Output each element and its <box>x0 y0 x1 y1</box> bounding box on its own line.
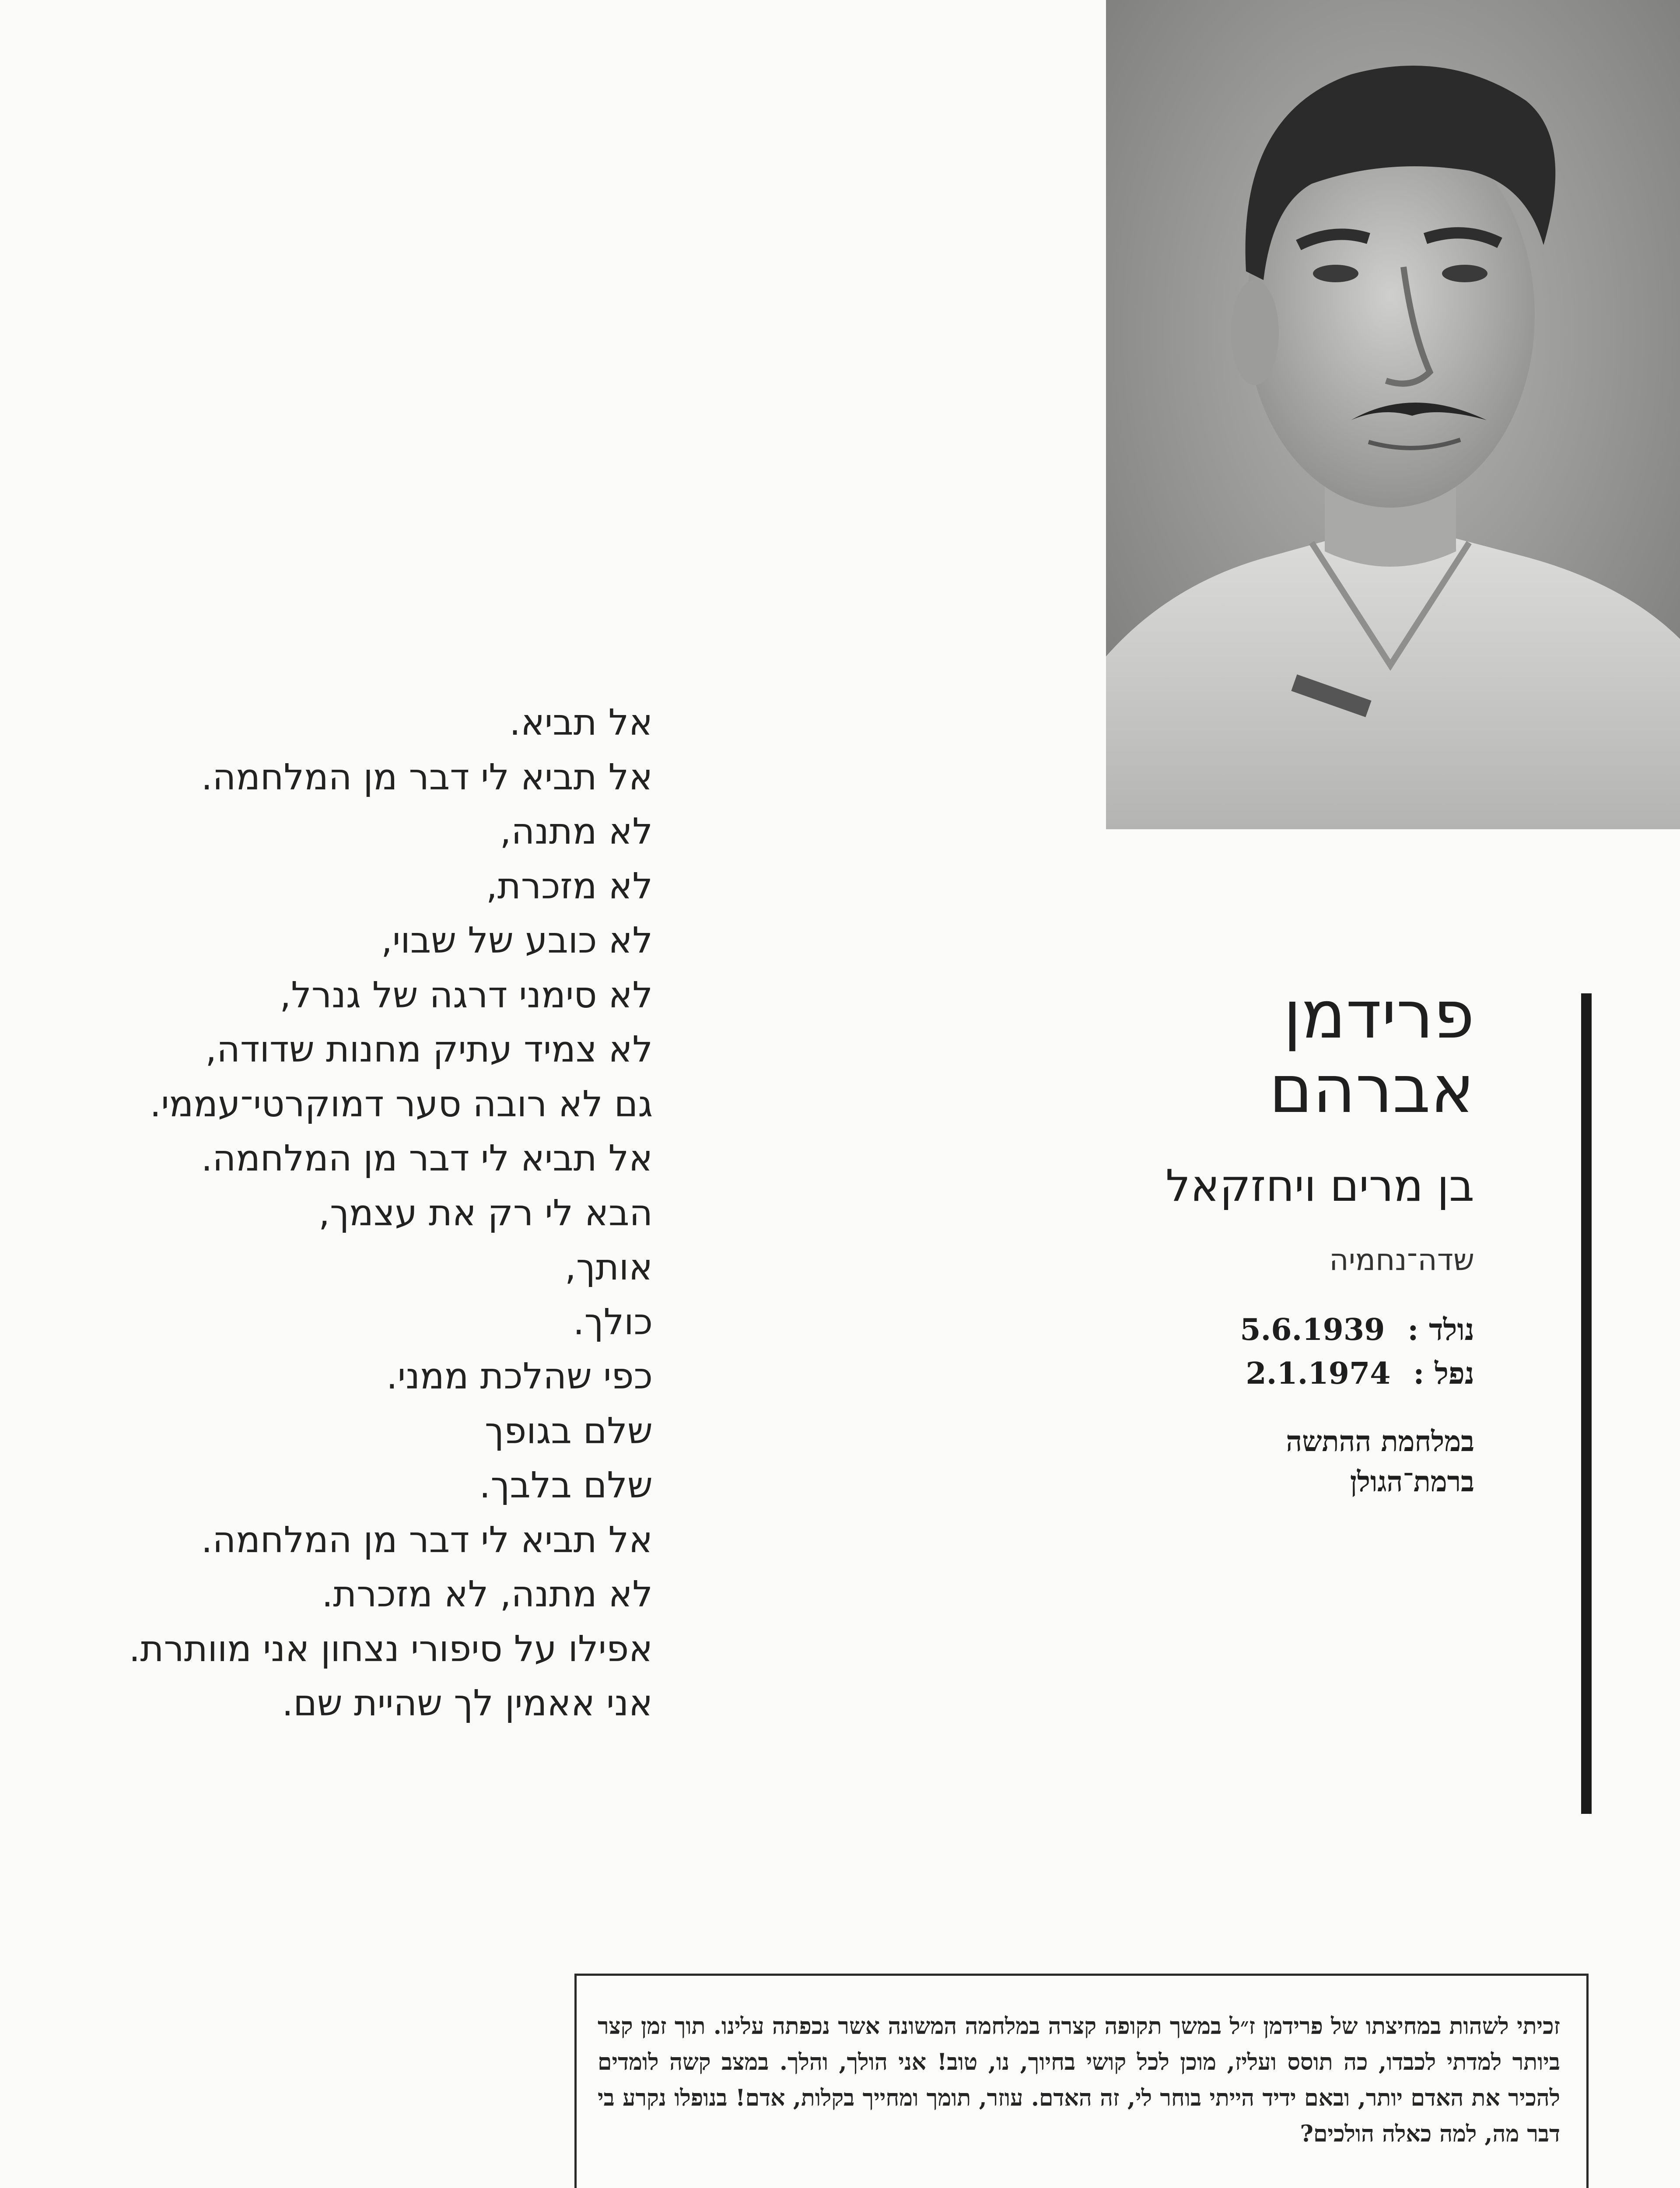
poem-line: אל תביא לי דבר מן המלחמה. <box>201 756 653 798</box>
fell-date: 2.1.1974 <box>1246 1356 1391 1391</box>
born-row <box>993 1308 1474 1352</box>
poem-line: אל תביא לי דבר מן המלחמה. <box>201 1138 653 1179</box>
poem-line: שלם בגופך <box>485 1410 653 1452</box>
poem <box>14 696 653 1731</box>
fell-row <box>993 1352 1474 1396</box>
parents-line: בן מרים ויחזקאל <box>1166 1160 1474 1211</box>
poem-line: לא כובע של שבוי, <box>381 920 653 961</box>
portrait-image <box>1106 0 1680 829</box>
poem-line: שלם בלבך. <box>479 1465 653 1506</box>
home-place: שדה־נחמיה <box>1329 1243 1474 1277</box>
first-name: אברהם <box>1269 1052 1474 1128</box>
person-details <box>993 978 1474 1502</box>
memorial-box <box>574 1974 1589 2188</box>
born-label: נולד : <box>1407 1312 1474 1347</box>
poem-line: לא צמיד עתיק מחנות שדודה, <box>205 1029 653 1070</box>
poem-line: אפילו על סיפורי נצחון אני מוותרת. <box>129 1628 653 1670</box>
poem-line: אני אאמין לך שהיית שם. <box>282 1683 653 1724</box>
poem-line: גם לא רובה סער דמוקרטי־עממי. <box>150 1083 653 1125</box>
poem-line: לא מזכרת, <box>486 865 653 907</box>
born-date: 5.6.1939 <box>1240 1312 1385 1347</box>
poem-line: אל תביא. <box>509 702 653 743</box>
poem-line: לא מתנה, לא מזכרת. <box>322 1574 653 1615</box>
poem-line: אותך, <box>564 1247 653 1288</box>
poem-line: אל תביא לי דבר מן המלחמה. <box>201 1519 653 1561</box>
memorial-text: זכיתי לשהות במחיצתו של פרידמן ז״ל במשך תקופה קצרה במלחמה המשונה אשר נכפתה עלינו. תוך זמן קצר ביותר למדתי לכבדו, כה תוסס ועליז, מוכן לכל קושי בחיוך, נו, טוב! אני הולך, והלך. במצב קשה לומדים להכיר את האדם יותר, ובאם ידיד הייתי בוחר לי, זה האדם. עוזר, תומך ומחייך בקלות, אדם! בנופלו נקרע בי דבר מה, למה כאלה הולכים? <box>598 2013 1560 2147</box>
fell-label: נפל : <box>1413 1356 1474 1391</box>
fell-line-war: במלחמת ההתשה <box>1286 1425 1474 1458</box>
fell-line-place: ברמת־הגולן <box>1350 1466 1474 1498</box>
name-divider-bar <box>1581 993 1592 1814</box>
poem-line: כולך. <box>573 1301 653 1343</box>
fell-circumstances <box>993 1422 1474 1502</box>
poem-line: הבא לי רק את עצמך, <box>318 1192 653 1234</box>
poem-line: כפי שהלכת ממני. <box>386 1356 653 1397</box>
surname: פרידמן <box>1283 977 1474 1053</box>
poem-line: לא סימני דרגה של גנרל, <box>280 974 653 1016</box>
portrait-photo <box>1106 0 1680 829</box>
poem-line: לא מתנה, <box>500 811 653 852</box>
dates-block <box>993 1308 1474 1396</box>
